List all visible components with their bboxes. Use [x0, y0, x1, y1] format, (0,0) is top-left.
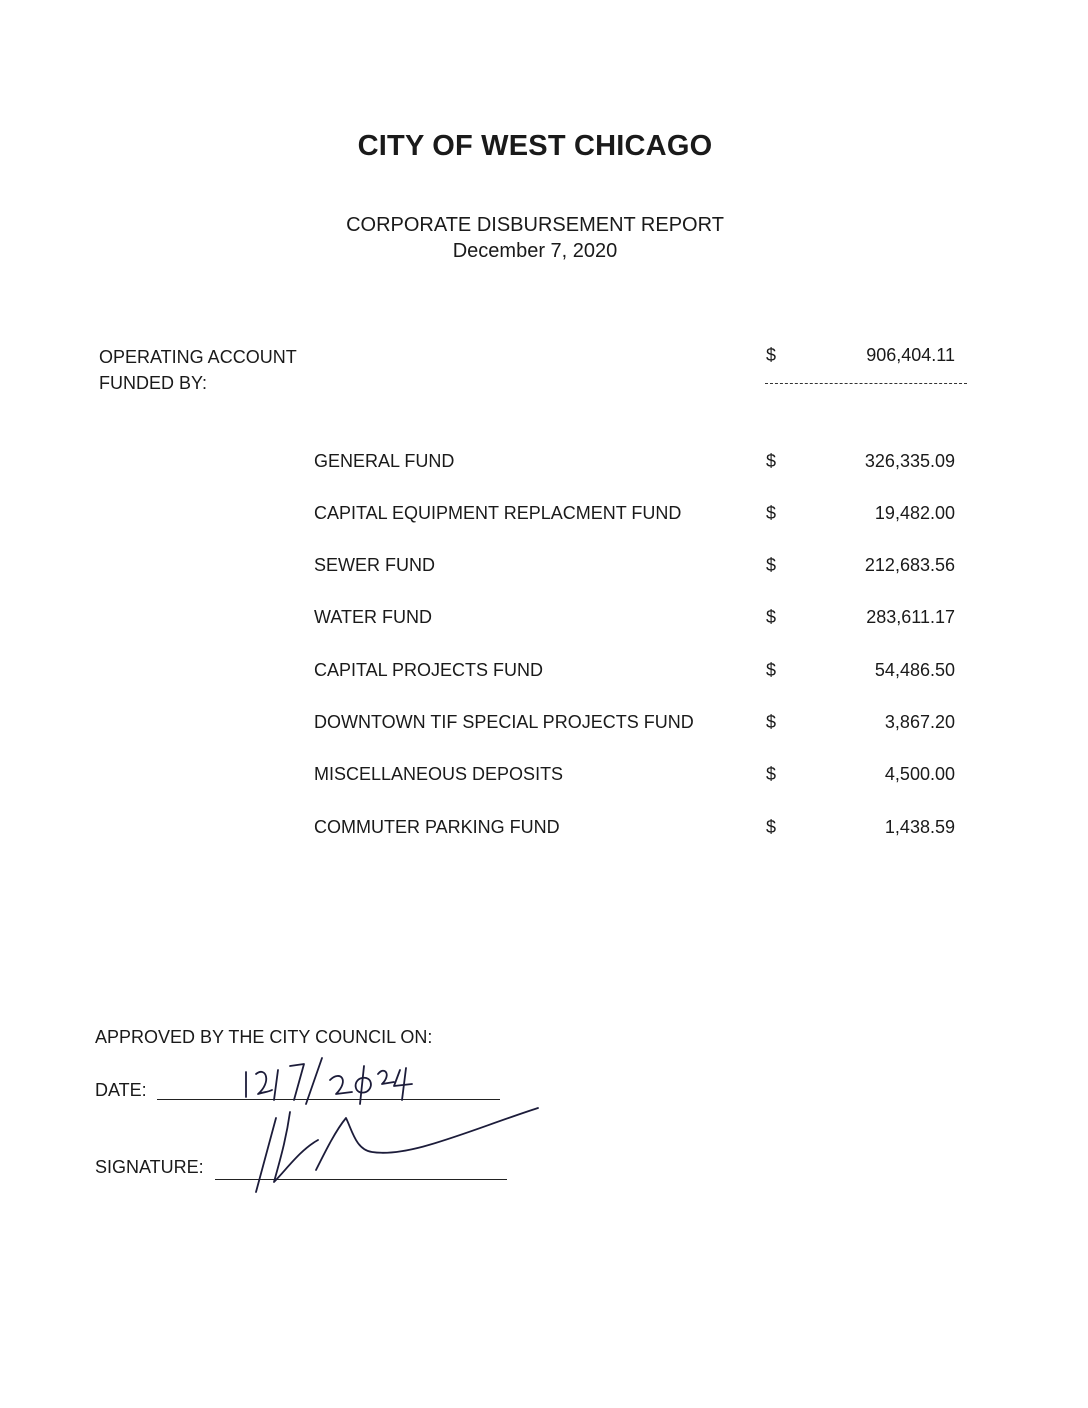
- fund-amount: 1,438.59: [884, 817, 955, 837]
- handwritten-date: [246, 1058, 412, 1104]
- fund-name: CAPITAL PROJECTS FUND: [314, 660, 544, 680]
- fund-currency: $: [766, 555, 777, 575]
- fund-amount: 4,500.00: [884, 764, 955, 784]
- fund-name: WATER FUND: [314, 607, 432, 627]
- report-name: CORPORATE DISBURSEMENT REPORT: [346, 214, 724, 236]
- report-date: December 7, 2020: [452, 240, 618, 262]
- report-heading: [0, 212, 1070, 264]
- fund-currency: $: [766, 607, 777, 627]
- fund-amount: 3,867.20: [884, 712, 955, 732]
- fund-currency: $: [766, 712, 777, 732]
- fund-currency: $: [766, 660, 777, 680]
- table-row: [0, 764, 1088, 794]
- fund-amount: 326,335.09: [864, 451, 955, 471]
- fund-name: DOWNTOWN TIF SPECIAL PROJECTS FUND: [314, 712, 694, 732]
- fund-amount: 54,486.50: [874, 660, 955, 680]
- table-row: [0, 817, 1088, 847]
- fund-name: CAPITAL EQUIPMENT REPLACMENT FUND: [314, 503, 682, 523]
- operating-account-currency: $: [766, 345, 777, 365]
- date-line: [157, 1099, 500, 1100]
- operating-account-label: [99, 344, 297, 396]
- fund-name: COMMUTER PARKING FUND: [314, 817, 560, 837]
- fund-name: GENERAL FUND: [314, 451, 455, 471]
- fund-currency: $: [766, 817, 777, 837]
- table-row: [0, 660, 1088, 690]
- table-row: [0, 607, 1088, 637]
- fund-currency: $: [766, 451, 777, 471]
- fund-amount: 19,482.00: [874, 503, 955, 523]
- signature-line: [215, 1179, 507, 1180]
- fund-amount: 212,683.56: [864, 555, 955, 575]
- fund-amount: 283,611.17: [866, 607, 955, 627]
- fund-currency: $: [766, 503, 777, 523]
- dashed-divider: [765, 383, 967, 384]
- funded-by-label: FUNDED BY:: [99, 373, 208, 393]
- date-label: DATE:: [95, 1080, 147, 1100]
- fund-name: SEWER FUND: [314, 555, 435, 575]
- operating-account-amount: 906,404.11: [866, 345, 955, 365]
- fund-currency: $: [766, 764, 777, 784]
- table-row: [0, 712, 1088, 742]
- table-row: [0, 503, 1088, 533]
- table-row: [0, 451, 1088, 481]
- document-title: CITY OF WEST CHICAGO: [357, 130, 713, 162]
- approval-heading: APPROVED BY THE CITY COUNCIL ON:: [95, 1027, 433, 1047]
- fund-name: MISCELLANEOUS DEPOSITS: [314, 764, 564, 784]
- operating-account-title: OPERATING ACCOUNT: [99, 347, 297, 367]
- signature-label: SIGNATURE:: [95, 1157, 204, 1177]
- table-row: [0, 555, 1088, 585]
